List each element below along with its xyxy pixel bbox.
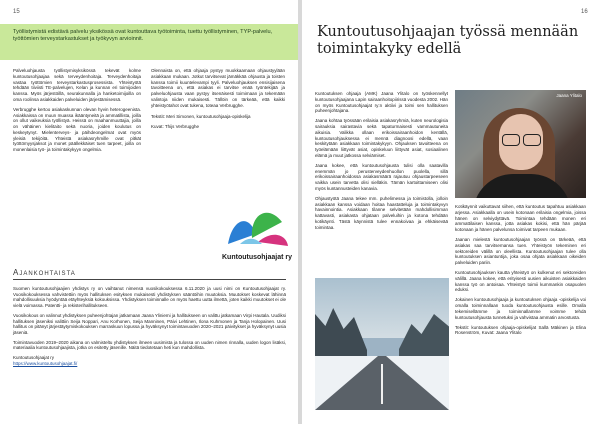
road-center-line <box>381 364 383 404</box>
article-headline: Kuntoutusohjaajan työssä mennään toimintakyky edellä <box>317 24 579 57</box>
paragraph: Toimintavuoden 2019–2020 aikana on valmisteltu yhdistyksen ilmeen uusimista ja tulossa on uuden nimen rinnalla, uuden logon lisäksi, materiaalia kuntoutusohjaajista, jotka on esitetty jäsenille. Näitä tiedotetaan heti kun mahdollista. <box>13 339 286 351</box>
paragraph: Jaanan mielestä kuntoutusohjaajan työssä on tärkeää, että asiakas saa tarvitsemansa tuen. Yhteistyön tekeminen eri sektoreiden välillä on oleellista. Kuntoutusohjaajan tulee olla kuntoutuksen asiantuntija, joka osaa ohjata asiakkaan oikeiden palveluiden pariin. <box>455 237 586 266</box>
paragraph: Jaana kokee, että kuntoutusohjausta tulisi olla saatavilla enemmän jo perusterveydenhuollon puolella, sillä erikoissairaanhoidossa asiakasmäärä rajautuu ohjaustarpeeseen vaikka usein tarvetta olisi sielläkin. Tämän kartoittamiseen olisi myös kuntannusteiden kanavia. <box>315 162 448 191</box>
article-credit: Tekstit: kuntoutuksen ohjaaja-opiskelijat Sallä Mäkinen ja Elina Rosenström, Kuvat: Jaana Ylitalo <box>455 324 586 336</box>
logo-petal-green <box>252 213 282 238</box>
paragraph: Kotikäynnit vaikuttavat siihen, että kuntoutus tapahtuu asiakkaan arjessa. Asiakkaalla on usein kotonaan erilaisia ongelmia, joissa hänen on selviydyttävä. Toimintaa tehdään monen eri ammattilaisen kanssa, jotta asiakas kokisi, että hän pärjää kotonaan ja hänen palvelunsa toimivat tarpeen mukaan. <box>455 204 586 232</box>
photo-caption: Jaana Ylitalo <box>556 93 582 98</box>
paragraph: Kuntoutusohjauksen kautta yhteistyö on kulkenut eri sektoreiden välillä. Jaana kokee, että erityisesti uusien aikuisten asiakkaiden kanssa työ on antoisaa. Yhteistyö toimii kummankin osapuolen eduksi. <box>455 270 586 293</box>
left-page <box>0 0 298 424</box>
lead-paragraph: Työllistymistä edistävä palvelu yksikössä ovat kuntouttava työtoiminta, tuettu työllistyminen, TYP-palvelu, työttömien terveystarkastukset ja työkyvyn arvioinnit. <box>0 24 298 60</box>
paragraph: Olennaista on, että ohjaaja pystyy muokkaamaan ohjaustyylään asiakkaan mukaan. Jotkut tarvitsevat jämäkkää ohjausta ja toisten kanssa toimii kuuntelevampi tyyli. Palveluohjauksen ensisijaisena tavoitteena on, että asiakas ei tarvitse enää työntekijää ja palveluohjausta vaan pystyy itsenäisesti toimimaan ja tekemään valintoja niiden mukaisesti. Tällöin on tärkeää, että kaikki yhteistyötahot ovat tukena, toteaa Verbrugghe. <box>151 68 285 108</box>
logo-text: Kuntoutusohjaajat ry <box>222 254 293 261</box>
glasses-lens-left <box>502 134 520 146</box>
logo-petal-pink <box>258 235 288 246</box>
association-name: Kuntoutusohjaajat ry <box>13 355 55 361</box>
right-page <box>302 0 600 424</box>
section-divider <box>13 279 286 280</box>
portrait-photo <box>455 90 586 198</box>
paragraph: Verbrugghe kertoo asiakaskunnan olevan hyvin heterogeenista. Asiakkaissa on muun muassa ikääntyneitä ja ammatillista, joilla on ollut vaikeuksia työllistyä. Heissä on maahanmuuttajia, joilla on vähäinen kielitaito sekä nuoria, joiden koulutus on keskeytynyt. Mielenterveys- ja päihdeongelmat ovat myös yleisiä tekijöitä. Yhteistä asiakasryhmille ovat pitkät työttömyysjaksot ja monet päällekkäiset tuen tarpeet, joilla on monenlaisia työ- ja toimintakykyyn ongelmia. <box>13 106 141 153</box>
news-section <box>13 286 286 366</box>
paragraph: Kuntoutuksen ohjaaja (AMK) Jaana Ylitalo on työskennellyt kuntoutusohjaajana Lapin sairaanhoitopiirissä vuodesta 2002. Hän on myös Kuntoutusohjaajat ry:n aktiivi ja toimi sen hallituksen puheenjohtajana. <box>315 91 448 114</box>
paragraph: Jaana kohtaa työssään erilaisia asiakasryhmiä, kuten neurologisia sairauksia sairastavia sekä tapaturmaisesti vammautuneita aikuisia. Valikka ollaan erikoissairaanhoidon kentällä, kuntoutusohjauksessa ei mennä diagnoosi edellä, vaan keskitytään asiakkaan toimintakykyyn. Ohjauksen tavoitteena on työelämään liittyvät asiat, opiskeluun liittyvät asiat, sosiaalinen elämä ja muut jatkossa selviämiset. <box>315 118 448 158</box>
paragraph: Palveluohjausta työllistymisyksikössä tekevät kolme kuntoutusohjaajaa sekä terveydenhoitaja. Terveydenhoitaja vastaa työttömien terveystarkastusprosessista. Yhteistyötä tehdään tiiviisti TE-palvelujen, Kelan ja kunnan eri toimijoiden kanssa. Myös järjestöillä, seurakunnalla ja hanketoimijoilla on oma roolinsa asiakkaiden palveluiden järjestämisessä. <box>13 68 141 102</box>
left-column-1 <box>13 68 141 157</box>
paragraph: Jokainen kuntoutusohjaaja ja kuntoutuksen ohjaaja -opiskelija voi omalla toiminnallaan tuoda kuntoutusohjausta esille. Omalla tekemisellämme ja toiminnallamme voimme tehdä kuntoutusohjausta tunnetuksi ja vahvistaa ammatin arvostusta. <box>455 297 586 320</box>
left-column-2 <box>151 68 285 134</box>
photo-credit: Kuvat: Thijs Verbrugghe <box>151 124 199 130</box>
section-title: Ajankohtaista <box>13 268 76 277</box>
logo-petal-light <box>240 239 262 244</box>
winter-road-photo <box>315 278 449 410</box>
right-column-2 <box>455 204 586 340</box>
author-credit: Tekstit: Meri Simonen, kuntoutusohjaaja-opiskelija <box>151 114 251 120</box>
page-number-right: 16 <box>581 9 588 15</box>
page-number-left: 15 <box>13 9 20 15</box>
glasses-lens-right <box>523 134 541 146</box>
paragraph: Suomen kuntoutusohjaajien yhdistys ry on vaihtanut nimensä vuosikokouksessa 6.11.2020 ja uusi nimi on Kuntoutusohjaajat ry. Vuosikokouksessa vahvistettiin myös hallituksen esityksen mukaisesti yhdistyksen sääntöihin muutoksia. Muutokset koskevat lähinnä mahdollisuuksia hyödyntää etäyhteyksiä kokouksissa. Yhdistyksen toiminnalle on myös haettu uutta ilmettä, joten kaikki muutokset ei ole vielä voimassa. Patentti- ja rekisterihallitukseen. <box>13 286 286 309</box>
right-column-1 <box>315 91 448 235</box>
paragraph: Vuosikokous on valinnut yhdistyksen puheenjohtajan jatkamaan Jaana Yliniemi ja hallitukseen on valittu jatkamaan Virpi Hautala. Uudiksi hallituksen jäseniksi valittiin Seija Noppari, Anu Korhonen, Seija Manninen, Päivi Lehtinen, Ilona Kuhmonen ja Tanja Holopainen. Uusi hallitus on pitänyt järjestäytymiskokouksen marraskuun lopussa ja hyväksynyt toimintavuoden 2020–2021 päivitykset ja hyväksynyt uusia jäseniä. <box>13 312 286 335</box>
website-link[interactable]: https://www.kuntoutusohjaajat.fi/ <box>13 360 78 366</box>
paragraph: Ohjaustyötä Jaana tekee mm. puhelimessa ja toimistolla, jolloin asiakkaan kanssa voidaan hoitaa haastatteluja ja toimintakyvyn havainnointia. Asiakkaan tilanne selvitetään mahdollisimman kattavasti, asiakasta ohjataan palveluihin ja kotona tehdään kotikäynti. Tästä käynnistä tulee ennakoivaa ja ehkäisevää toimintaa. <box>315 195 448 230</box>
